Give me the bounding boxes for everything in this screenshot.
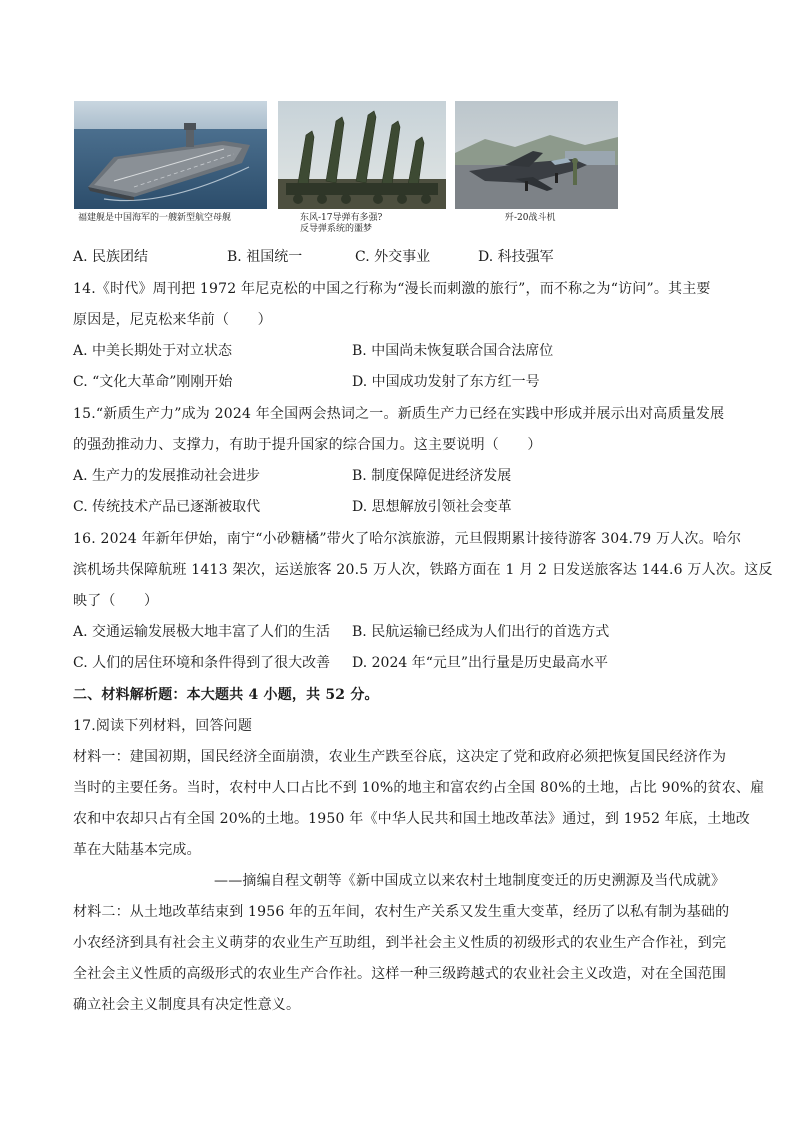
q15-option-b: B. 制度保障促进经济发展 (352, 468, 512, 484)
material-1-line: 材料一：建国初期，国民经济全面崩溃，农业生产跌至谷底，这决定了党和政府必须把恢复国民经济作为 (73, 749, 727, 765)
q13-option-c: C. 外交事业 (355, 249, 431, 265)
material-1-line: 农和中农却只占有全国 20%的土地。1950 年《中华人民共和国土地改革法》通过，到 1952 年底，土地改 (73, 811, 750, 827)
q15-option-d: D. 思想解放引领社会变革 (352, 499, 512, 515)
material-1-line: 革在大陆基本完成。 (73, 842, 201, 858)
q15-stem-line: 15.“新质生产力”成为 2024 年全国两会热词之一。新质生产力已经在实践中形成并展示出对高质量发展 (73, 406, 725, 422)
q13-option-d: D. 科技强军 (478, 249, 554, 265)
q14-stem-line: 14.《时代》周刊把 1972 年尼克松的中国之行称为“漫长而刺激的旅行”，而不称之为“访问”。其主要 (73, 281, 711, 297)
image-caption: 福建舰是中国海军的一艘新型航空母舰 (78, 213, 232, 223)
q15-option-c: C. 传统技术产品已逐渐被取代 (73, 499, 261, 515)
section-heading: 二、材料解析题：本大题共 4 小题，共 52 分。 (73, 687, 379, 703)
fighter-jet-image (455, 101, 618, 209)
missile-image (278, 101, 446, 209)
material-2-line: 全社会主义性质的高级形式的农业生产合作社。这样一种三级跨越式的农业社会主义改造，对在全国范围 (73, 966, 727, 982)
q16-option-c: C. 人们的居住环境和条件得到了很大改善 (73, 655, 331, 671)
q16-option-a: A. 交通运输发展极大地丰富了人们的生活 (73, 624, 331, 640)
material-1-source: ——摘编自程文朝等《新中国成立以来农村土地制度变迁的历史溯源及当代成就》 (214, 873, 726, 889)
image-caption: 东风-17导弹有多强? 反导弹系统的噩梦 (300, 213, 383, 234)
q14-option-d: D. 中国成功发射了东方红一号 (352, 374, 540, 390)
q17-stem: 17.阅读下列材料，回答问题 (73, 718, 253, 734)
q14-option-c: C. “文化大革命”刚刚开始 (73, 374, 233, 390)
q16-stem-line: 16. 2024 年新年伊始，南宁“小砂糖橘”带火了哈尔滨旅游，元旦假期累计接待游客 304.79 万人次。哈尔 (73, 531, 742, 547)
q16-option-d: D. 2024 年“元旦”出行量是历史最高水平 (352, 655, 609, 671)
q16-option-b: B. 民航运输已经成为人们出行的首选方式 (352, 624, 610, 640)
q13-option-b: B. 祖国统一 (227, 249, 303, 265)
q14-stem-line: 原因是，尼克松来华前（ ） (73, 312, 272, 328)
q15-stem-line: 的强劲推动力、支撑力，有助于提升国家的综合国力。这主要说明（ ） (73, 437, 542, 453)
q16-stem-line: 滨机场共保障航班 1413 架次，运送旅客 20.5 万人次，铁路方面在 1 月 2 日发送旅客达 144.6 万人次。这反 (73, 562, 773, 578)
aircraft-carrier-image (74, 101, 267, 209)
question-13-images (74, 101, 619, 241)
q14-option-a: A. 中美长期处于对立状态 (73, 343, 233, 359)
material-2-line: 材料二：从土地改革结束到 1956 年的五年间，农村生产关系又发生重大变革，经历了以私有制为基础的 (73, 904, 730, 920)
image-caption: 歼-20战斗机 (505, 213, 556, 223)
q14-option-b: B. 中国尚未恢复联合国合法席位 (352, 343, 554, 359)
q13-option-a: A. 民族团结 (73, 249, 149, 265)
material-1-line: 当时的主要任务。当时，农村中人口占比不到 10%的地主和富农约占全国 80%的土地，占比 90%的贫农、雇 (73, 780, 765, 796)
material-2-line: 确立社会主义制度具有决定性意义。 (73, 997, 301, 1013)
q15-option-a: A. 生产力的发展推动社会进步 (73, 468, 261, 484)
material-2-line: 小农经济到具有社会主义萌芽的农业生产互助组，到半社会主义性质的初级形式的农业生产合作社，到完 (73, 935, 727, 951)
q16-stem-line: 映了（ ） (73, 593, 159, 609)
